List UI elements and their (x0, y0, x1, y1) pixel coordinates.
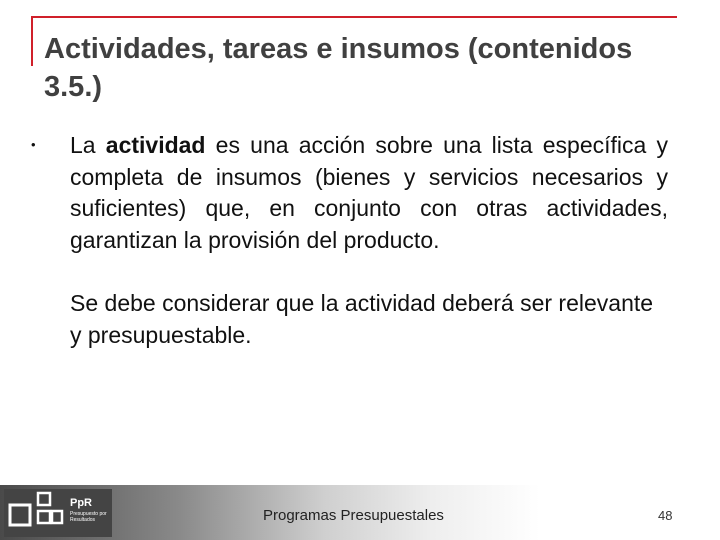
paragraph-activity-definition (70, 130, 668, 256)
paragraph-relevance-note: Se debe considerar que la actividad deberá ser relevante y presupuestable. (70, 290, 654, 348)
slide-title (44, 30, 684, 106)
para1-bold-term: actividad (105, 132, 206, 158)
bullet-marker: • (31, 137, 36, 152)
title-bold: Actividades, tareas e insumos (44, 33, 460, 65)
page-number: 48 (658, 508, 673, 523)
slide-content (70, 130, 668, 351)
title-rest: (contenidos 3.5.) (44, 33, 633, 103)
para1-pre: La (70, 132, 106, 158)
logo-main-text: PpR (70, 497, 92, 509)
para1-post: es una acción sobre una lista específica y completa de insumos (bienes y servicios necesarios y suficientes) que, en conjunto con otras actividades, garantizan la provisión del producto. (70, 132, 668, 253)
ppr-logo (4, 489, 112, 537)
logo-sub-text: Presupuesto por Resultados (70, 511, 107, 523)
footer-center-text: Programas Presupuestales (263, 507, 444, 524)
ppr-logo-icon (4, 489, 68, 537)
